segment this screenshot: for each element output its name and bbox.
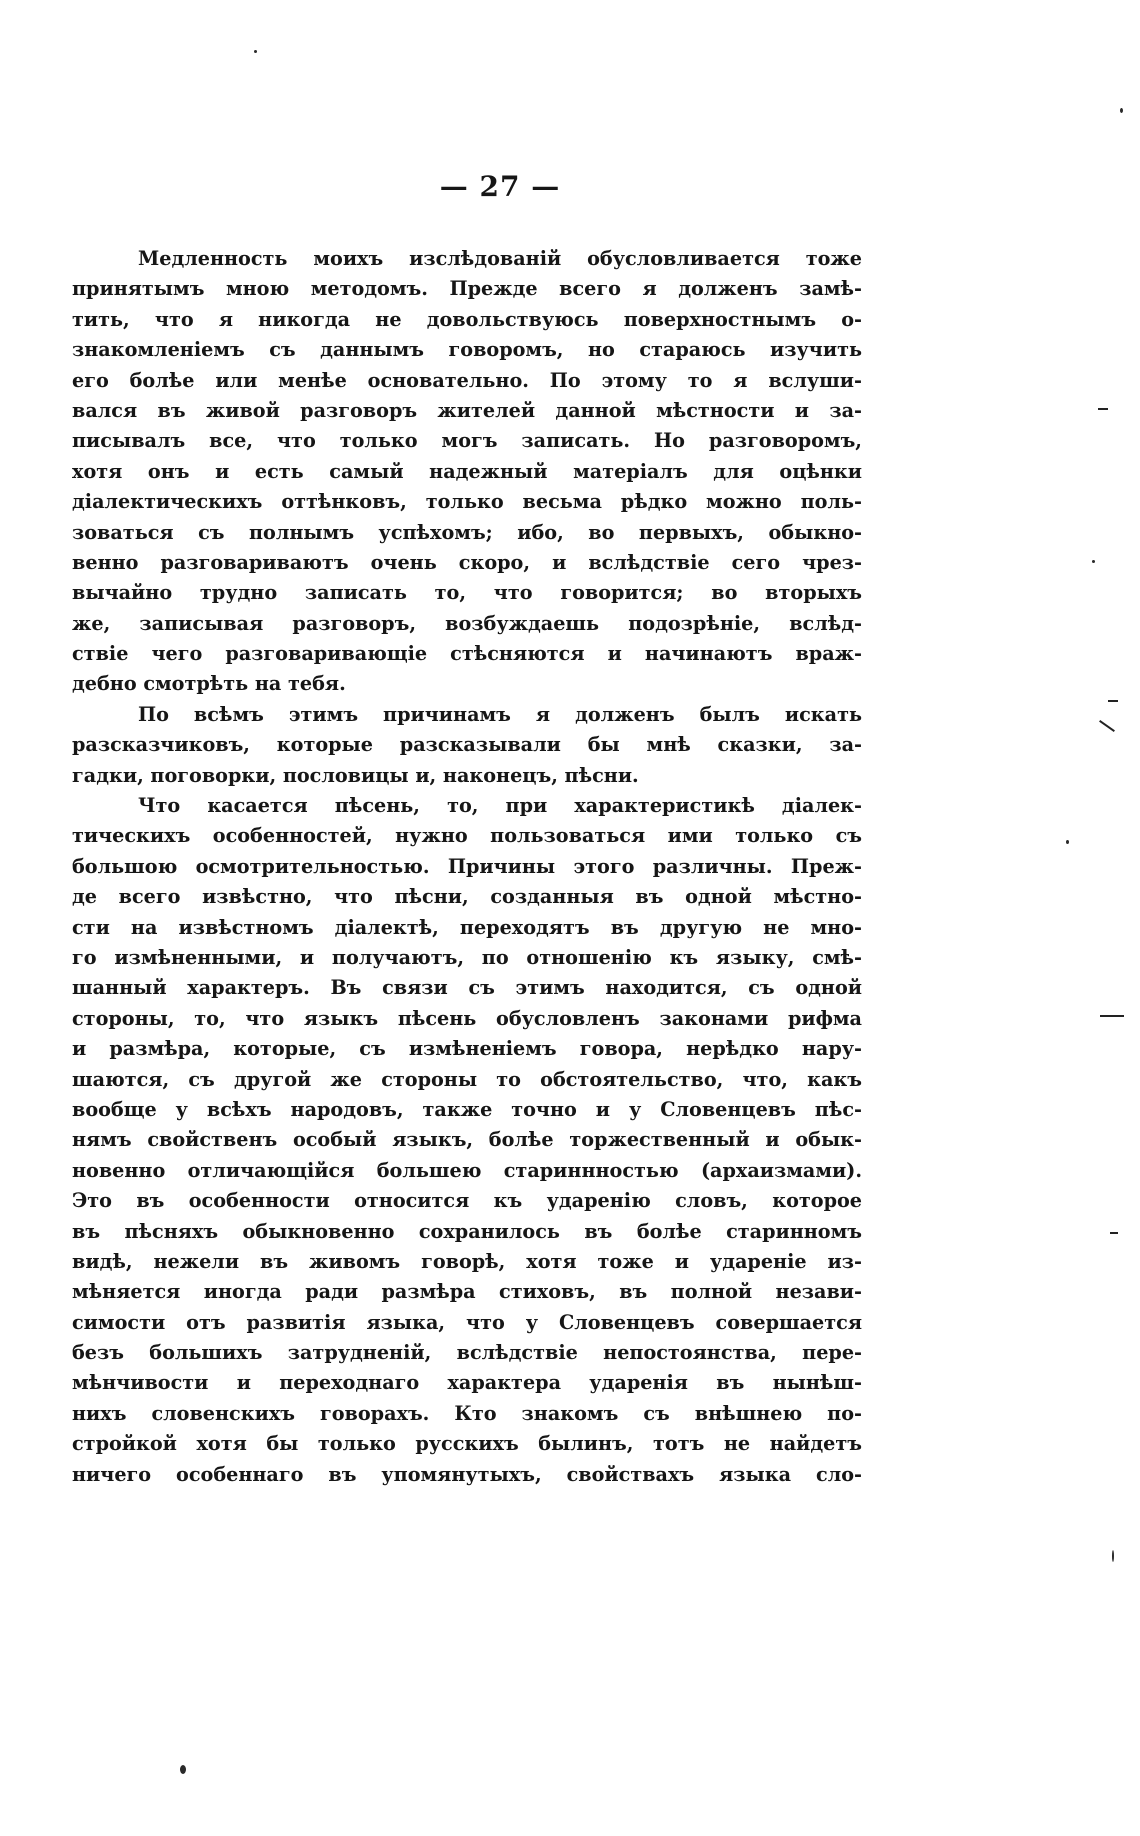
- text-line: го измѣненными, и получаютъ, по отношенію къ языку, смѣ-: [72, 945, 862, 969]
- scan-speck: [1112, 1550, 1114, 1562]
- text-line: сти на извѣстномъ діалектѣ, переходятъ въ другую не мно-: [72, 915, 862, 939]
- text-line: діалектическихъ оттѣнковъ, только весьма рѣдко можно поль-: [72, 490, 862, 514]
- text-line: венно разговариваютъ очень скоро, и вслѣдствіе сего чрез-: [72, 550, 862, 574]
- text-line: тическихъ особенностей, нужно пользоваться ими только съ: [72, 824, 862, 848]
- text-line: Медленность моихъ изслѣдованій обусловливается тоже: [138, 247, 862, 270]
- text-line: нихъ словенскихъ говорахъ. Кто знакомъ съ внѣшнею по-: [72, 1401, 862, 1425]
- text-line: стороны, то, что языкъ пѣсень обусловленъ законами рифма: [72, 1006, 862, 1030]
- text-line: ничего особеннаго въ упомянутыхъ, свойствахъ языка сло-: [72, 1462, 862, 1486]
- margin-mark: [1108, 700, 1118, 702]
- text-line: разсказчиковъ, которые разсказывали бы мнѣ сказки, за-: [72, 733, 862, 757]
- text-line: знакомленіемъ съ даннымъ говоромъ, но стараюсь изучить: [72, 338, 862, 362]
- scan-speck: [1066, 840, 1069, 844]
- text-line: Это въ особенности относится къ ударенію словъ, которое: [72, 1189, 862, 1213]
- text-line: гадки, поговорки, пословицы и, наконецъ, пѣсни.: [72, 763, 639, 787]
- text-line: де всего извѣстно, что пѣсни, созданныя въ одной мѣстно-: [72, 885, 862, 909]
- text-line: его болѣе или менѣе основательно. По этому то я вслуши-: [72, 368, 862, 392]
- text-line: безъ большихъ затрудненій, вслѣдствіе непостоянства, пере-: [72, 1341, 862, 1365]
- text-line: шаются, съ другой же стороны то обстоятельство, что, какъ: [72, 1067, 862, 1091]
- text-line: дебно смотрѣть на тебя.: [72, 672, 346, 696]
- text-line: принятымъ мною методомъ. Прежде всего я долженъ замѣ-: [72, 277, 862, 301]
- margin-mark: [1099, 720, 1115, 732]
- text-line: видѣ, нежели въ живомъ говорѣ, хотя тоже и удареніе из-: [72, 1249, 862, 1273]
- text-line: вался въ живой разговоръ жителей данной мѣстности и за-: [72, 398, 862, 422]
- text-line: хотя онъ и есть самый надежный матеріалъ для оцѣнки: [72, 459, 862, 483]
- text-line: По всѣмъ этимъ причинамъ я долженъ былъ искать: [138, 702, 862, 726]
- text-line: же, записывая разговоръ, возбуждаешь подозрѣніе, вслѣд-: [72, 611, 862, 635]
- text-line: симости отъ развитія языка, что у Словенцевъ совершается: [72, 1310, 862, 1334]
- text-line: въ пѣсняхъ обыкновенно сохранилось въ болѣе старинномъ: [72, 1219, 862, 1243]
- text-line: новенно отличающійся большею стариннностью (архаизмами).: [72, 1158, 862, 1182]
- margin-mark: [1098, 408, 1108, 410]
- margin-mark: [1110, 1232, 1118, 1234]
- text-line: большою осмотрительностью. Причины этого различны. Преж-: [72, 854, 862, 878]
- text-line: и размѣра, которые, съ измѣненіемъ говора, нерѣдко нару-: [72, 1037, 862, 1061]
- text-line: нямъ свойственъ особый языкъ, болѣе торжественный и обык-: [72, 1128, 862, 1152]
- scan-speck: [1120, 108, 1123, 113]
- text-line: мѣнчивости и переходнаго характера ударенія въ нынѣш-: [72, 1371, 862, 1395]
- body-text: [72, 244, 862, 1490]
- text-line: зоваться съ полнымъ успѣхомъ; ибо, во первыхъ, обыкно-: [72, 520, 862, 544]
- scan-speck: [254, 50, 257, 53]
- page-number: — 27 —: [439, 170, 561, 203]
- text-line: стройкой хотя бы только русскихъ былинъ, тотъ не найдетъ: [72, 1432, 862, 1456]
- text-line: тить, что я никогда не довольствуюсь поверхностнымъ о-: [72, 307, 862, 331]
- text-line: мѣняется иногда ради размѣра стиховъ, въ полной незави-: [72, 1280, 862, 1304]
- text-line: ствіе чего разговаривающіе стѣсняются и начинаютъ враж-: [72, 642, 862, 666]
- text-line: вообще у всѣхъ народовъ, также точно и у Словенцевъ пѣс-: [72, 1097, 862, 1121]
- text-line: писывалъ все, что только могъ записать. Но разговоромъ,: [72, 429, 862, 453]
- text-line: Что касается пѣсень, то, при характеристикѣ діалек-: [138, 794, 862, 818]
- scan-speck: [1092, 560, 1095, 563]
- text-line: вычайно трудно записать то, что говорится; во вторыхъ: [72, 581, 862, 605]
- text-line: шанный характеръ. Въ связи съ этимъ находится, съ одной: [72, 976, 862, 1000]
- margin-mark: [1100, 1015, 1124, 1017]
- scan-speck: [180, 1765, 186, 1774]
